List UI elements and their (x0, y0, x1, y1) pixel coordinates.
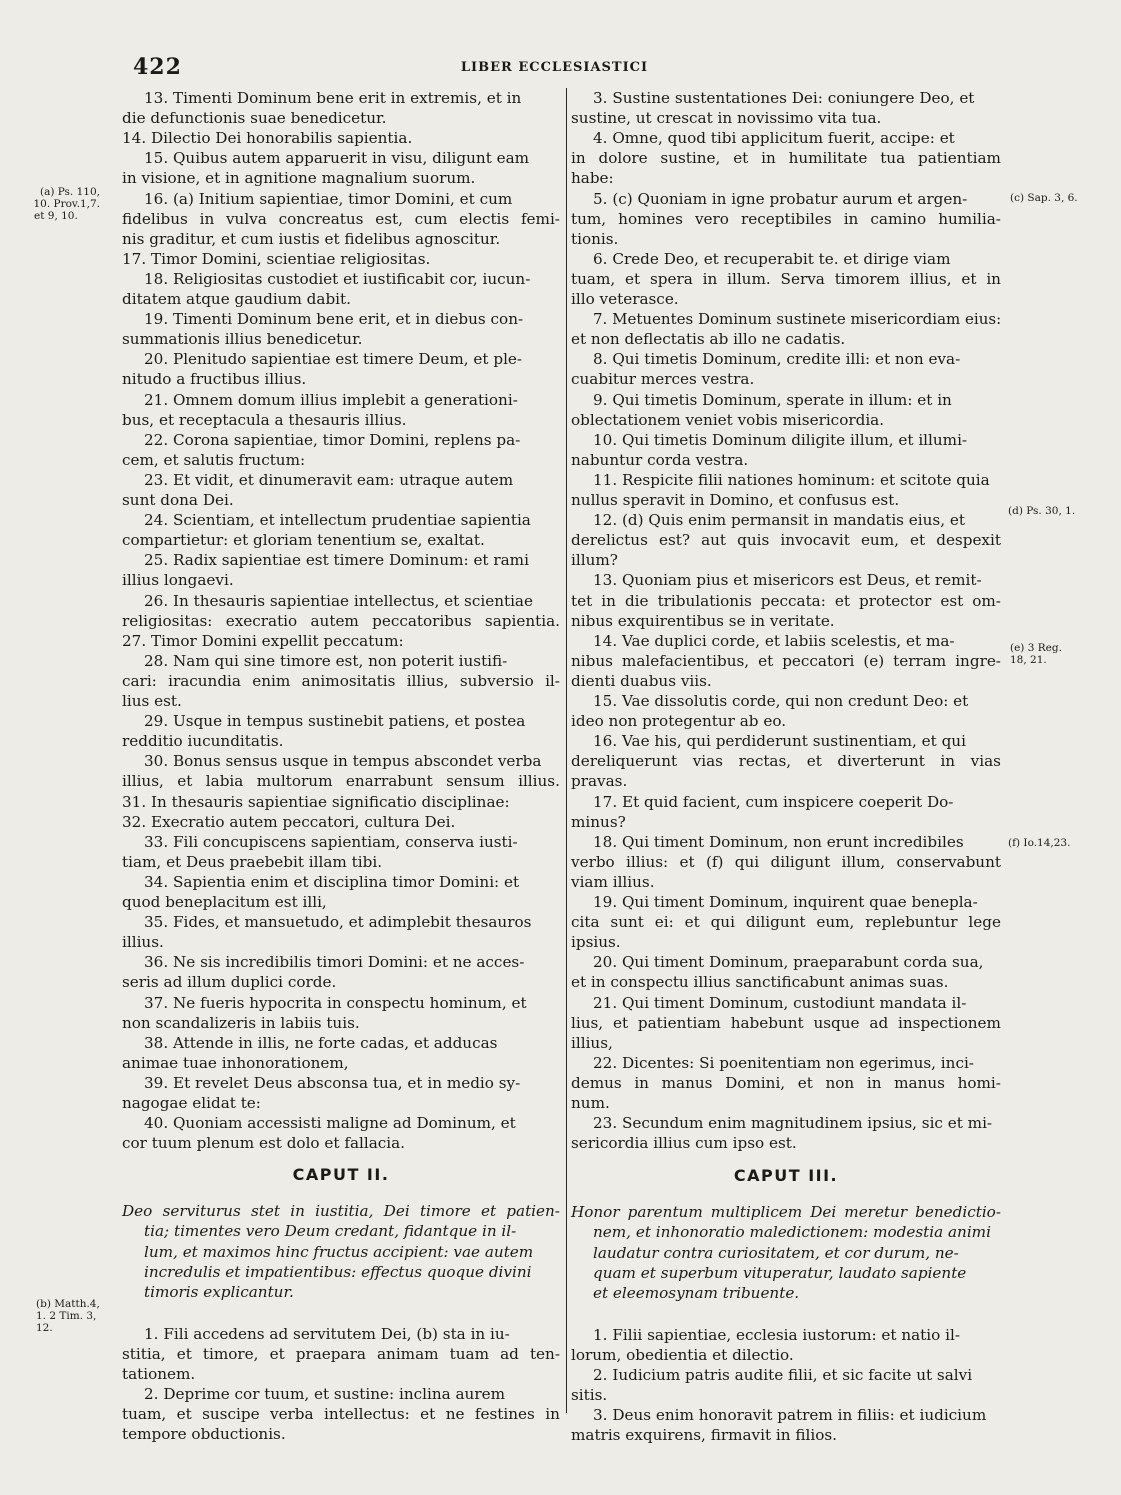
verse-line: non scandalizeris in labiis tuis. (122, 1013, 360, 1032)
verse-line: 17. Et quid facient, cum inspicere coeperit Do- (593, 792, 954, 811)
verse-line: oblectationem veniet vobis misericordia. (571, 410, 885, 429)
verse-line: nullus speravit in Domino, et confusus est. (571, 491, 900, 509)
margin-note-line: (d) Ps. 30, 1. (1008, 505, 1076, 517)
verse-line: 11. Respicite filii nationes hominum: et scitote quia (593, 470, 990, 489)
verse-line: nibus malefacientibus, et peccatori (e) terram ingre- (571, 651, 1001, 670)
margin-note-line: (c) Sap. 3, 6. (1010, 192, 1078, 204)
chapter-summary-line: tia; timentes vero Deum credant, fidantque in il- (144, 1222, 517, 1241)
verse-line: 34. Sapientia enim et disciplina timor Domini: et (144, 872, 520, 891)
margin-note-line: (b) Matth.4, (36, 1298, 100, 1310)
verse-line: religiositas: execratio autem peccatoribus sapientia. (122, 611, 560, 630)
chapter-summary-line: timoris explicantur. (144, 1282, 294, 1301)
verse-line: animae tuae inhonorationem, (122, 1053, 349, 1072)
verse-line: in dolore sustine, et in humilitate tua patientiam (571, 149, 1001, 168)
margin-note-b (36, 1298, 100, 1334)
verse-line: illius. (122, 933, 164, 952)
verse-line: 26. In thesauris sapientiae intellectus, et scientiae (144, 591, 533, 610)
verse-line: ipsius. (571, 933, 621, 952)
verse-line: in visione, et in agnitione magnalium suorum. (122, 169, 476, 188)
chapter-summary-line: laudatur contra curiositatem, et cor durum, ne- (593, 1243, 959, 1262)
verse-line: lius est. (122, 692, 182, 710)
verse-line: verbo illius: et (f) qui diligunt illum, conservabunt (571, 852, 1001, 871)
verse-line: 28. Nam qui sine timore est, non poterit iustifi- (144, 651, 508, 670)
verse-line: 9. Qui timetis Dominum, sperate in illum: et in (593, 390, 952, 409)
verse-line: demus in manus Domini, et non in manus homi- (571, 1073, 1001, 1092)
verse-line: 31. In thesauris sapientiae significatio disciplinae: (122, 792, 510, 811)
verse-line: 20. Qui timent Dominum, praeparabunt corda sua, (593, 953, 984, 972)
margin-note-c (1010, 192, 1078, 204)
verse-line: cita sunt ei: et qui diligunt eum, replebuntur lege (571, 913, 1001, 932)
verse-line: 2. Iudicium patris audite filii, et sic facite ut salvi (593, 1366, 973, 1384)
running-head (0, 60, 1121, 75)
verse-line: nabuntur corda vestra. (571, 450, 749, 469)
margin-note-d (1008, 505, 1075, 517)
verse-line: 1. Filii sapientiae, ecclesia iustorum: et natio il- (593, 1325, 960, 1344)
verse-line: pravas. (571, 772, 628, 791)
verse-line: cari: iracundia enim animositatis illius, subversio il- (122, 671, 560, 690)
chapter-summary-line: incredulis et impatientibus: effectus quoque divini (144, 1262, 532, 1281)
verse-line: minus? (571, 812, 626, 831)
verse-line: sitis. (571, 1386, 608, 1405)
verse-line: 18. Qui timent Dominum, non erunt incredibiles (593, 832, 964, 851)
verse-line: tuam, et suscipe verba intellectus: et ne festines in (122, 1405, 560, 1424)
verse-line: dienti duabus viis. (571, 671, 712, 690)
verse-line: matris exquirens, firmavit in filios. (571, 1426, 837, 1445)
verse-line: fidelibus in vulva concreatus est, cum electis femi- (122, 209, 560, 228)
verse-line: 23. Secundum enim magnitudinem ipsius, sic et mi- (593, 1114, 993, 1133)
verse-line: illius, (571, 1033, 613, 1052)
verse-line: 14. Dilectio Dei honorabilis sapientia. (122, 129, 413, 148)
verse-line: 2. Deprime cor tuum, et sustine: inclina aurem (144, 1385, 505, 1404)
verse-line: ideo non protegentur ab eo. (571, 712, 787, 731)
verse-line: 21. Omnem domum illius implebit a generationi- (144, 390, 518, 409)
verse-line: dereliquerunt vias rectas, et diverterunt in vias (571, 752, 1001, 771)
verse-line: 12. (d) Quis enim permansit in mandatis eius, et (593, 511, 965, 530)
verse-line: 40. Quoniam accessisti maligne ad Dominum, et (144, 1114, 516, 1133)
verse-line: illius, et labia multorum enarrabunt sensum illius. (122, 772, 560, 791)
verse-line: 16. (a) Initium sapientiae, timor Domini, et cum (144, 189, 513, 208)
verse-line: viam illius. (571, 872, 655, 891)
verse-line: 5. (c) Quoniam in igne probatur aurum et argen- (593, 189, 968, 208)
verse-line: habe: (571, 169, 614, 188)
column-rule (566, 88, 567, 1413)
verse-line: derelictus est? aut quis invocavit eum, et despexit (571, 531, 1001, 550)
margin-note-line: (a) Ps. 110, (39, 186, 100, 198)
verse-line: cem, et salutis fructum: (122, 450, 306, 469)
verse-line: 13. Timenti Dominum bene erit in extremis, et in (144, 89, 522, 107)
verse-line: num. (571, 1094, 610, 1112)
verse-line: tiam, et Deus praebebit illam tibi. (122, 852, 383, 871)
verse-line: 3. Sustine sustentationes Dei: coniungere Deo, et (593, 89, 975, 107)
verse-line: 39. Et revelet Deus absconsa tua, et in medio sy- (144, 1073, 521, 1092)
verse-line: illius longaevi. (122, 571, 234, 590)
margin-note-line: 10. Prov.1,7. (33, 198, 100, 210)
verse-line: 27. Timor Domini expellit peccatum: (122, 631, 404, 650)
chapter-heading: CAPUT III. (733, 1166, 839, 1186)
verse-line: 13. Quoniam pius et misericors est Deus, et remit- (593, 571, 982, 590)
verse-line: nibus exquirentibus se in veritate. (571, 611, 835, 630)
verse-line: redditio iucunditatis. (122, 732, 284, 751)
chapter-summary-line: quam et superbum vituperatur, laudato sapiente (593, 1263, 967, 1282)
verse-line: 10. Qui timetis Dominum diligite illum, et illumi- (593, 430, 968, 449)
verse-line: summationis illius benedicetur. (122, 330, 363, 349)
verse-line: et in conspectu illius sanctificabunt animas suas. (571, 973, 949, 992)
verse-line: tet in die tribulationis peccata: et protector est om- (571, 591, 1001, 610)
verse-line: lius, et patientiam habebunt usque ad inspectionem (571, 1013, 1001, 1032)
verse-line: 14. Vae duplici corde, et labiis scelestis, et ma- (593, 631, 955, 650)
verse-line: seris ad illum duplici corde. (122, 973, 337, 992)
verse-line: tum, homines vero receptibiles in camino humilia- (571, 209, 1001, 228)
verse-line: 30. Bonus sensus usque in tempus abscondet verba (144, 752, 542, 771)
verse-line: illum? (571, 551, 618, 570)
verse-line: tempore obductionis. (122, 1425, 286, 1444)
verse-line: nagogae elidat te: (122, 1094, 261, 1112)
verse-line: 3. Deus enim honoravit patrem in filiis: et iudicium (593, 1406, 987, 1425)
verse-line: 35. Fides, et mansuetudo, et adimplebit thesauros (144, 913, 532, 932)
margin-note-line: 18, 21. (1010, 654, 1047, 666)
chapter-summary-line: nem, et inhonoratio maledictionem: modestia animi (593, 1223, 991, 1242)
verse-line: 32. Execratio autem peccatori, cultura Dei. (122, 812, 456, 831)
verse-line: die defunctionis suae benedicetur. (122, 109, 387, 128)
verse-line: 37. Ne fueris hypocrita in conspectu hominum, et (144, 993, 527, 1012)
running-head-text: LIBER ECCLESIASTICI (460, 60, 649, 75)
margin-note-line: 12. (36, 1322, 53, 1334)
verse-line: compartietur: et gloriam tenentium se, exaltat. (122, 531, 485, 550)
verse-line: 6. Crede Deo, et recuperabit te. et dirige viam (593, 249, 951, 268)
verse-line: 33. Fili concupiscens sapientiam, conserva iusti- (144, 832, 518, 851)
verse-line: 36. Ne sis incredibilis timori Domini: et ne acces- (144, 953, 525, 972)
verse-line: cor tuum plenum est dolo et fallacia. (122, 1134, 406, 1153)
verse-line: sericordia illius cum ipso est. (571, 1134, 797, 1153)
verse-line: bus, et receptacula a thesauris illius. (122, 410, 407, 429)
margin-note-e (1010, 642, 1062, 666)
verse-line: illo veterasce. (571, 290, 679, 308)
verse-line: lorum, obedientia et dilectio. (571, 1345, 794, 1364)
verse-line: sustine, ut crescat in novissimo vita tua. (571, 109, 882, 128)
verse-line: nis graditur, et cum iustis et fidelibus agnoscitur. (122, 229, 501, 248)
verse-line: stitia, et timore, et praepara animam tuam ad ten- (122, 1344, 560, 1363)
verse-line: sunt dona Dei. (122, 491, 234, 509)
chapter-summary-line: et eleemosynam tribuente. (593, 1283, 800, 1302)
verse-line: 29. Usque in tempus sustinebit patiens, et postea (144, 712, 526, 731)
verse-line: 25. Radix sapientiae est timere Dominum: et rami (144, 551, 529, 570)
verse-line: 18. Religiositas custodiet et iustificabit cor, iucun- (144, 269, 531, 288)
verse-line: ditatem atque gaudium dabit. (122, 290, 351, 308)
verse-line: cuabitur merces vestra. (571, 370, 755, 389)
margin-note-line: et 9, 10. (34, 210, 78, 222)
verse-line: 19. Qui timent Dominum, inquirent quae benepla- (593, 893, 978, 911)
verse-line: 16. Vae his, qui perdiderunt sustinentiam, et qui (593, 732, 966, 751)
verse-line: 7. Metuentes Dominum sustinete misericordiam eius: (593, 310, 1002, 329)
verse-line: tationem. (122, 1365, 196, 1383)
verse-line: 21. Qui timent Dominum, custodiunt mandata il- (593, 993, 967, 1012)
verse-line: 19. Timenti Dominum bene erit, et in diebus con- (144, 310, 524, 329)
verse-line: 24. Scientiam, et intellectum prudentiae sapientia (144, 511, 531, 530)
verse-line: tionis. (571, 229, 619, 248)
verse-line: 8. Qui timetis Dominum, credite illi: et non eva- (593, 350, 961, 369)
chapter-summary-line: lum, et maximos hinc fructus accipient: vae autem (144, 1242, 534, 1261)
verse-line: 17. Timor Domini, scientiae religiositas. (122, 249, 431, 268)
chapter-summary-line: Deo serviturus stet in iustitia, Dei timore et patien- (122, 1202, 560, 1221)
verse-line: 22. Dicentes: Si poenitentiam non egerimus, inci- (593, 1053, 974, 1072)
verse-line: 38. Attende in illis, ne forte cadas, et adducas (144, 1033, 498, 1052)
margin-note-line: 1. 2 Tim. 3, (36, 1310, 97, 1322)
verse-line: nitudo a fructibus illius. (122, 370, 307, 389)
verse-line: 4. Omne, quod tibi applicitum fuerit, accipe: et (593, 129, 955, 148)
verse-line: 22. Corona sapientiae, timor Domini, replens pa- (144, 430, 521, 449)
verse-line: 1. Fili accedens ad servitutem Dei, (b) sta in iu- (144, 1324, 510, 1343)
verse-line: 15. Quibus autem apparuerit in visu, diligunt eam (144, 149, 530, 168)
margin-note-line: (e) 3 Reg. (1010, 642, 1062, 654)
chapter-heading: CAPUT II. (292, 1165, 390, 1185)
page-number: 422 (133, 54, 182, 80)
chapter-summary-line: Honor parentum multiplicem Dei meretur benedictio- (571, 1203, 1001, 1222)
verse-line: 15. Vae dissolutis corde, qui non credunt Deo: et (593, 692, 969, 710)
verse-line: et non deflectatis ab illo ne cadatis. (571, 330, 846, 349)
margin-note-line: (f) Io.14,23. (1008, 837, 1071, 849)
verse-line: quod beneplacitum est illi, (122, 893, 327, 911)
margin-note-a (30, 186, 100, 222)
verse-line: tuam, et spera in illum. Serva timorem illius, et in (571, 269, 1001, 288)
verse-line: 20. Plenitudo sapientiae est timere Deum, et ple- (144, 350, 523, 369)
verse-line: 23. Et vidit, et dinumeravit eam: utraque autem (144, 470, 514, 489)
margin-note-f (1008, 837, 1070, 849)
